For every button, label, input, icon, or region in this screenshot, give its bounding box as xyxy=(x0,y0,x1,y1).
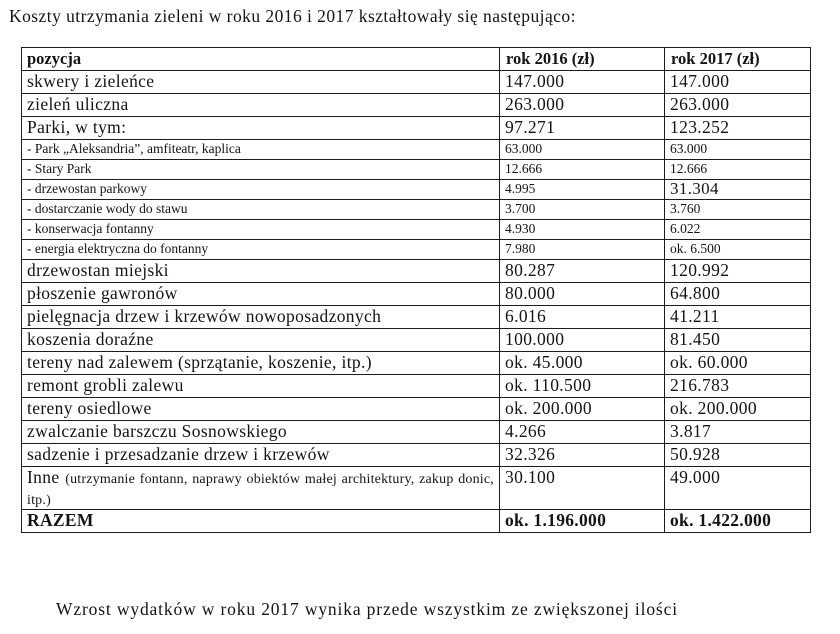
table-row xyxy=(22,160,811,180)
row-label: - energia elektryczna do fontanny xyxy=(22,240,500,260)
total-2017: ok. 1.422.000 xyxy=(665,510,811,533)
row-label: sadzenie i przesadzanie drzew i krzewów xyxy=(22,444,500,467)
value-2017: 49.000 xyxy=(665,467,811,510)
value-2016: 7.980 xyxy=(500,240,665,260)
table-row xyxy=(22,220,811,240)
row-label: - Stary Park xyxy=(22,160,500,180)
value-2017: 64.800 xyxy=(665,283,811,306)
row-label: - drzewostan parkowy xyxy=(22,180,500,200)
value-2016: 147.000 xyxy=(500,71,665,94)
value-2017: ok. 60.000 xyxy=(665,352,811,375)
row-label: zieleń uliczna xyxy=(22,94,500,117)
table-row xyxy=(22,240,811,260)
row-label: koszenia doraźne xyxy=(22,329,500,352)
row-label: - konserwacja fontanny xyxy=(22,220,500,240)
row-label: Parki, w tym: xyxy=(22,117,500,140)
value-2016: 6.016 xyxy=(500,306,665,329)
table-row xyxy=(22,352,811,375)
value-2016: ok. 200.000 xyxy=(500,398,665,421)
row-label-description: (utrzymanie fontann, naprawy obiektów małej architektury, zakup donic, itp.) xyxy=(27,472,495,508)
table-row xyxy=(22,329,811,352)
row-label: tereny nad zalewem (sprzątanie, koszenie, itp.) xyxy=(22,352,500,375)
row-label: tereny osiedlowe xyxy=(22,398,500,421)
table-row xyxy=(22,398,811,421)
value-2016: 32.326 xyxy=(500,444,665,467)
table-row xyxy=(22,283,811,306)
value-2016: 3.700 xyxy=(500,200,665,220)
value-2017: 50.928 xyxy=(665,444,811,467)
value-2017: ok. 200.000 xyxy=(665,398,811,421)
intro-paragraph: Koszty utrzymania zieleni w roku 2016 i 2017 kształtowały się następująco: xyxy=(9,6,576,26)
value-2017: 81.450 xyxy=(665,329,811,352)
value-2016: ok. 110.500 xyxy=(500,375,665,398)
row-label: pielęgnacja drzew i krzewów nowoposadzonych xyxy=(22,306,500,329)
value-2016: 4.266 xyxy=(500,421,665,444)
header-year-2017: rok 2017 (zł) xyxy=(665,48,811,71)
value-2017: 3.817 xyxy=(665,421,811,444)
value-2016: 30.100 xyxy=(500,467,665,510)
value-2017: 3.760 xyxy=(665,200,811,220)
table-row xyxy=(22,140,811,160)
row-label xyxy=(22,467,500,510)
value-2016: 4.995 xyxy=(500,180,665,200)
table-row xyxy=(22,71,811,94)
value-2017: 147.000 xyxy=(665,71,811,94)
row-label: remont grobli zalewu xyxy=(22,375,500,398)
value-2016: 97.271 xyxy=(500,117,665,140)
table-row xyxy=(22,200,811,220)
table-total-row xyxy=(22,510,811,533)
row-label: - Park „Aleksandria”, amfiteatr, kaplica xyxy=(22,140,500,160)
value-2016: 80.000 xyxy=(500,283,665,306)
row-label-main: Inne xyxy=(27,467,60,487)
costs-table xyxy=(21,47,811,533)
value-2017: 31.304 xyxy=(665,180,811,200)
row-label: płoszenie gawronów xyxy=(22,283,500,306)
value-2017: 6.022 xyxy=(665,220,811,240)
total-label: RAZEM xyxy=(22,510,500,533)
value-2016: 4.930 xyxy=(500,220,665,240)
value-2016: 100.000 xyxy=(500,329,665,352)
value-2016: 63.000 xyxy=(500,140,665,160)
total-2016: ok. 1.196.000 xyxy=(500,510,665,533)
table-row xyxy=(22,444,811,467)
header-year-2016: rok 2016 (zł) xyxy=(500,48,665,71)
row-label: drzewostan miejski xyxy=(22,260,500,283)
value-2017: 63.000 xyxy=(665,140,811,160)
value-2017: 263.000 xyxy=(665,94,811,117)
value-2017: 216.783 xyxy=(665,375,811,398)
row-label: skwery i zieleńce xyxy=(22,71,500,94)
value-2016: 12.666 xyxy=(500,160,665,180)
value-2016: 263.000 xyxy=(500,94,665,117)
value-2016: 80.287 xyxy=(500,260,665,283)
outro-paragraph: Wzrost wydatków w roku 2017 wynika przede wszystkim ze zwiększonej ilości xyxy=(56,599,678,619)
value-2017: 12.666 xyxy=(665,160,811,180)
value-2017: 41.211 xyxy=(665,306,811,329)
header-position: pozycja xyxy=(22,48,500,71)
table-header-row xyxy=(22,48,811,71)
value-2017: 120.992 xyxy=(665,260,811,283)
value-2017: ok. 6.500 xyxy=(665,240,811,260)
table-row xyxy=(22,94,811,117)
table-row xyxy=(22,467,811,510)
table-row xyxy=(22,421,811,444)
table-row xyxy=(22,260,811,283)
value-2017: 123.252 xyxy=(665,117,811,140)
value-2016: ok. 45.000 xyxy=(500,352,665,375)
table-row xyxy=(22,306,811,329)
table-row xyxy=(22,117,811,140)
table-row xyxy=(22,180,811,200)
row-label: - dostarczanie wody do stawu xyxy=(22,200,500,220)
row-label: zwalczanie barszczu Sosnowskiego xyxy=(22,421,500,444)
table-row xyxy=(22,375,811,398)
